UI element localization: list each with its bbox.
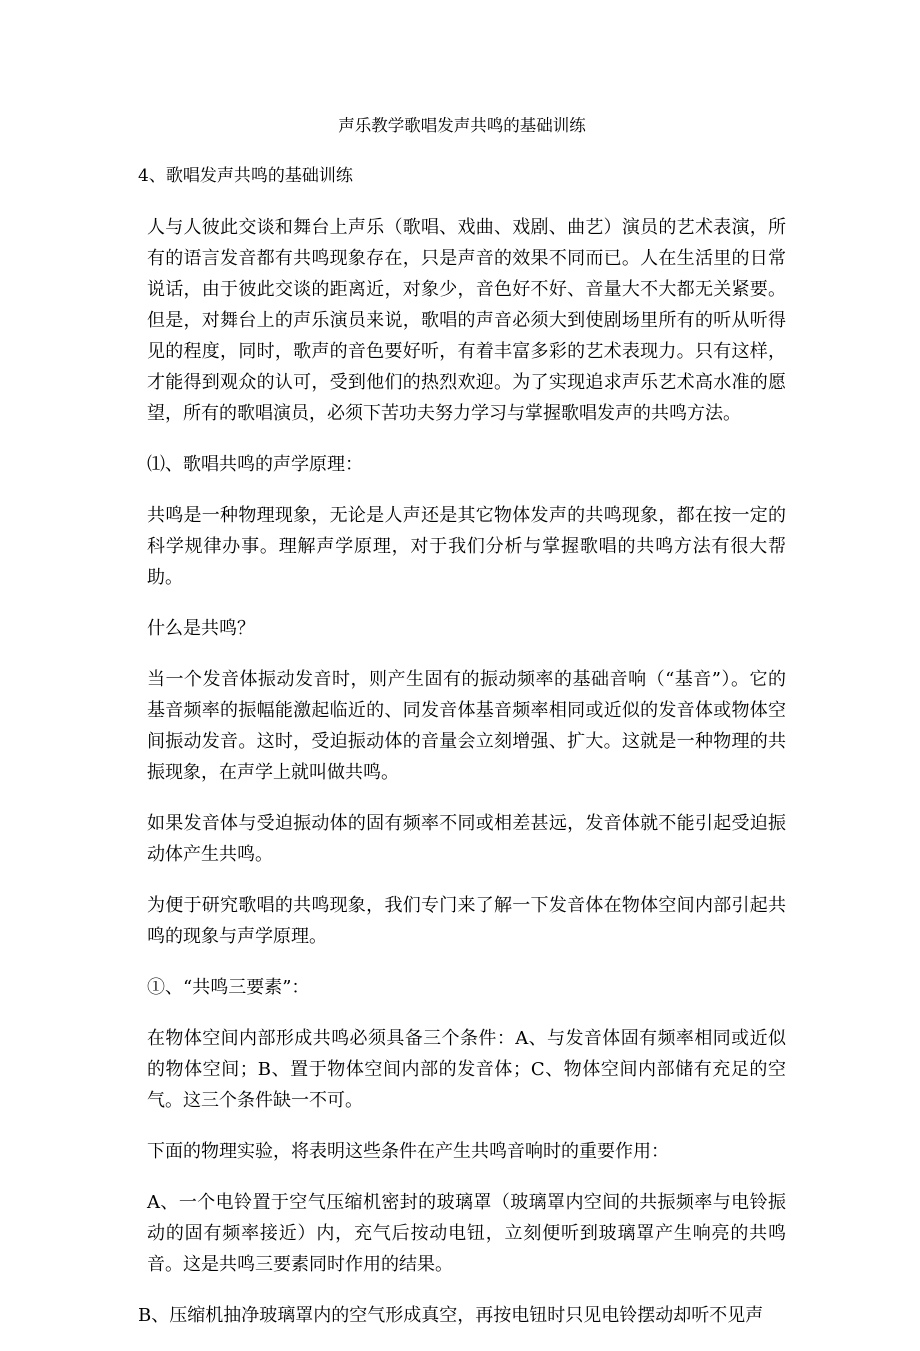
paragraph-experiment-intro: 下面的物理实验，将表明这些条件在产生共鸣音响时的重要作用： [147,1141,669,1162]
question-what-is-resonance: 什么是共鸣？ [147,618,255,639]
document-title: 声乐教学歌唱发声共鸣的基础训练 [338,116,586,135]
subheading-three-elements: ①、“共鸣三要素”： [147,977,310,998]
paragraph-frequency-mismatch: 如果发音体与受迫振动体的固有频率不同或相差甚远，发音体就不能引起受迫振动体产生共鸣。 [147,813,786,865]
paragraph-resonance-definition: 当一个发音体振动发音时，则产生固有的振动频率的基础音响（“基音”）。它的基音频率的振幅能激起临近的、同发音体基音频率相同或近似的发音体或物体空间振动发音。这时，受迫振动体的音量会立刻增强、扩大。这就是一种物理的共振现象，在声学上就叫做共鸣。 [147,669,786,783]
paragraph-experiment-a: A、一个电铃置于空气压缩机密封的玻璃罩（玻璃罩内空间的共振频率与电铃振动的固有频率接近）内，充气后按动电钮，立刻便听到玻璃罩产生响亮的共鸣音。这是共鸣三要素同时作用的结果。 [147,1192,786,1275]
section-heading: 4、歌唱发声共鸣的基础训练 [138,166,353,186]
paragraph-study-purpose: 为便于研究歌唱的共鸣现象，我们专门来了解一下发音体在物体空间内部引起共鸣的现象与声学原理。 [147,895,786,947]
paragraph-resonance-physics: 共鸣是一种物理现象，无论是人声还是其它物体发声的共鸣现象，都在按一定的科学规律办事。理解声学原理，对于我们分析与掌握歌唱的共鸣方法有很大帮助。 [147,505,786,588]
paragraph-three-conditions: 在物体空间内部形成共鸣必须具备三个条件：A、与发音体固有频率相同或近似的物体空间；B、置于物体空间内部的发音体；C、物体空间内部储有充足的空气。这三个条件缺一不可。 [147,1028,786,1111]
subheading-acoustic-principle: ⑴、歌唱共鸣的声学原理： [147,454,363,475]
paragraph-experiment-b: B、压缩机抽净玻璃罩内的空气形成真空，再按电钮时只见电铃摆动却听不见声 [138,1305,764,1326]
paragraph-intro: 人与人彼此交谈和舞台上声乐（歌唱、戏曲、戏剧、曲艺）演员的艺术表演，所有的语言发音都有共鸣现象存在，只是声音的效果不同而已。人在生活里的日常说话，由于彼此交谈的距离近，对象少，音色好不好、音量大不大都无关紧要。但是，对舞台上的声乐演员来说，歌唱的声音必须大到使剧场里所有的听从听得见的程度，同时，歌声的音色要好听，有着丰富多彩的艺术表现力。只有这样，才能得到观众的认可，受到他们的热烈欢迎。为了实现追求声乐艺术高水准的愿望，所有的歌唱演员，必须下苦功夫努力学习与掌握歌唱发声的共鸣方法。 [147,217,786,424]
document-page [138,112,786,1351]
